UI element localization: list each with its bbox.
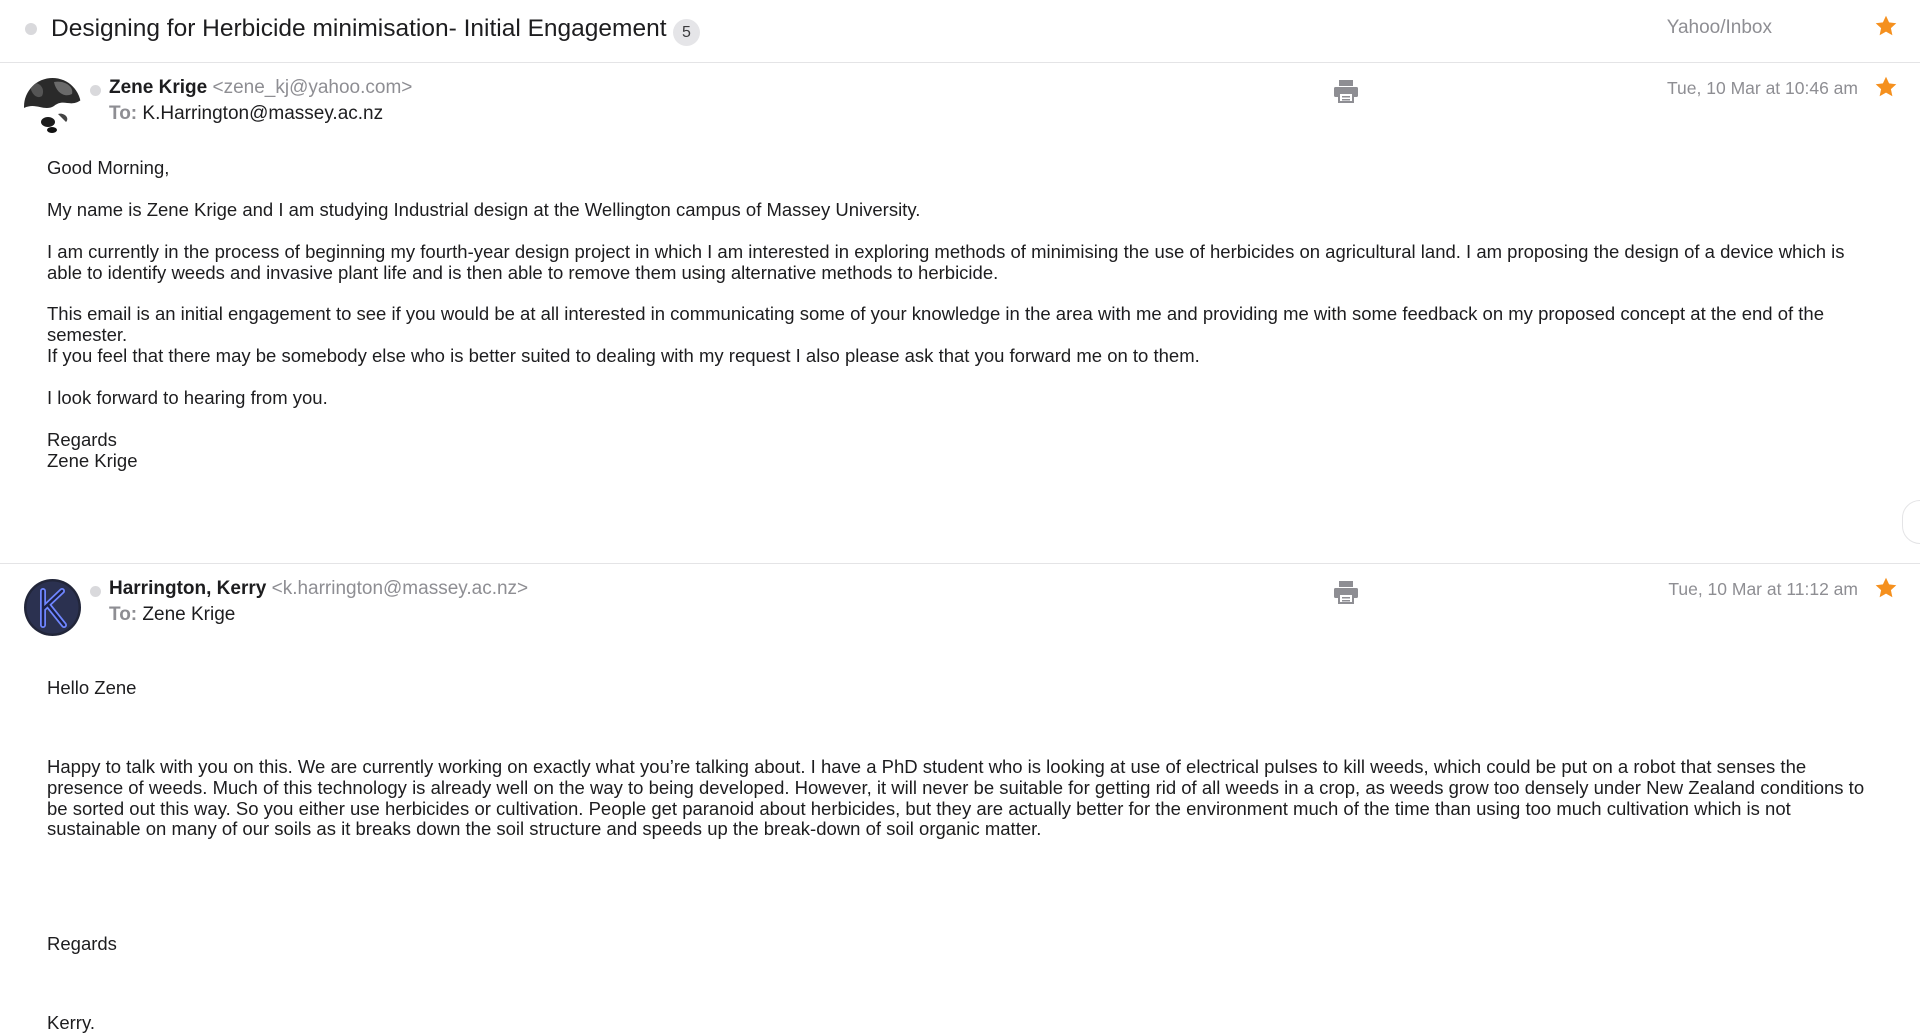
recipient[interactable]: K.Harrington@massey.ac.nz	[142, 103, 384, 124]
body-paragraph: My name is Zene Krige and I am studying Industrial design at the Wellington campus of Massey University.	[47, 199, 921, 220]
to-label: To:	[109, 103, 138, 124]
unread-indicator[interactable]	[25, 23, 37, 35]
body-paragraph: I am currently in the process of beginning my fourth-year design project in which I am interested in exploring methods of minimising the use of herbicides on agricultural land. I am proposing the design of a device which is able to identify weeds and invasive plant life and is then able to remove them using alternative methods to herbicide.	[47, 241, 1845, 283]
unread-indicator[interactable]	[90, 85, 101, 96]
sender-email[interactable]: <k.harrington@massey.ac.nz>	[271, 578, 529, 599]
greeting: Good Morning,	[47, 157, 170, 178]
body-paragraph: This email is an initial engagement to see if you would be at all interested in communicating some of your knowledge in the area with me and providing me with some feedback on my proposed concept at the end of the semester.	[47, 303, 1825, 345]
body-paragraph: I look forward to hearing from you.	[47, 387, 328, 408]
printer-icon[interactable]	[1333, 580, 1359, 604]
sender	[109, 578, 528, 600]
side-handle[interactable]	[1902, 500, 1920, 544]
recipient[interactable]: Zene Krige	[142, 604, 236, 625]
mailbox-label[interactable]: Yahoo/Inbox	[1666, 17, 1772, 38]
signoff: Regards	[47, 933, 117, 954]
message-date: Tue, 10 Mar at 11:12 am	[1668, 579, 1858, 599]
message-count-badge: 5	[673, 19, 700, 46]
body-paragraph: If you feel that there may be somebody else who is better suited to dealing with my request I also please ask that you forward me on to them.	[47, 345, 1200, 366]
star-icon[interactable]	[1874, 75, 1898, 99]
signoff: Regards	[47, 429, 117, 450]
sender-name[interactable]: Zene Krige	[109, 77, 208, 98]
message-item[interactable]	[0, 63, 1920, 564]
signature: Kerry.	[47, 1012, 95, 1033]
avatar	[24, 78, 81, 135]
message-date: Tue, 10 Mar at 10:46 am	[1667, 78, 1858, 98]
greeting: Hello Zene	[47, 677, 137, 698]
to-label: To:	[109, 604, 138, 625]
star-icon[interactable]	[1874, 14, 1898, 38]
message-item[interactable]	[0, 564, 1920, 1033]
sender	[109, 77, 412, 99]
recipient-line	[109, 103, 383, 125]
recipient-line	[109, 604, 235, 626]
avatar	[24, 579, 81, 636]
unread-indicator[interactable]	[90, 586, 101, 597]
sender-email[interactable]: <zene_kj@yahoo.com>	[212, 77, 413, 98]
thread-subject: Designing for Herbicide minimisation- Initial Engagement	[51, 15, 667, 42]
printer-icon[interactable]	[1333, 79, 1359, 103]
body-paragraph: Happy to talk with you on this. We are currently working on exactly what you’re talking about. I have a PhD student who is looking at use of electrical pulses to kill weeds, which could be put on a robot that senses the presence of weeds. Much of this technology is already well on the way to being developed. However, it will never be suitable for getting rid of all weeds in a crop, as weeds grow too densely under New Zealand conditions to be sorted out this way. So you either use herbicides or cultivation. People get paranoid about herbicides, but they are actually better for the environment much of the time than using too much cultivation which is not sustainable on many of our soils as it breaks down the soil structure and speeds up the break-down of soil organic matter.	[47, 756, 1865, 840]
sender-name[interactable]: Harrington, Kerry	[109, 578, 267, 599]
star-icon[interactable]	[1874, 576, 1898, 600]
thread-header	[0, 0, 1920, 63]
signature: Zene Krige	[47, 450, 138, 471]
